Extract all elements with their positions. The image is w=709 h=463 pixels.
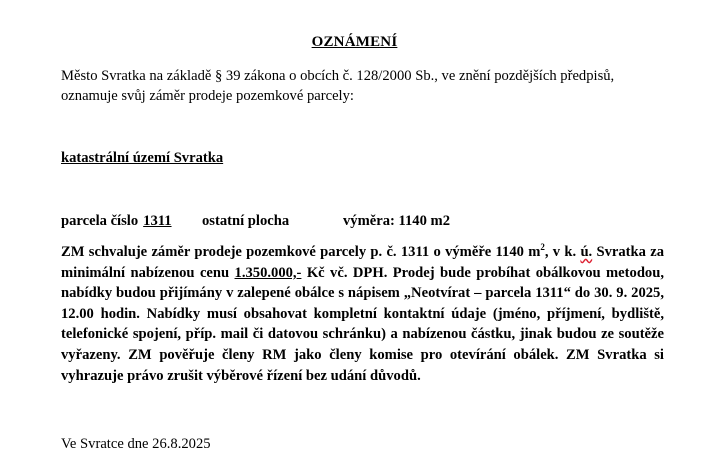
resolution-paragraph xyxy=(61,242,664,386)
resolution-text-1: ZM schvaluje záměr prodeje pozemkové parcely p. č. 1311 o výměře 1140 m xyxy=(61,244,541,260)
cadastral-area-heading: katastrální území Svratka xyxy=(61,150,224,166)
intro-paragraph: Město Svratka na základě § 39 zákona o obcích č. 128/2000 Sb., ve znění pozdějších předpisů, oznamuje svůj záměr prodeje pozemkové parcely: xyxy=(61,68,615,104)
parcel-line xyxy=(61,213,450,230)
minimum-price: 1.350.000,- xyxy=(234,264,302,281)
parcel-type: ostatní plocha xyxy=(202,213,290,229)
area-unit-superscript: 2 xyxy=(540,242,545,253)
resolution-text-2: , v k. xyxy=(544,244,581,260)
resolution-text-4: Kč vč. DPH. Prodej bude probíhat obálkovou metodou, nabídky budou přijímány v zalepené obálce s nápisem „Neotvírat – parcela 1311“ do 30. 9. 2025, 12.00 hodin. Nabídky musí obsahovat kompletní kontaktní údaje (jméno, příjmení, bydliště, telefonické spojení, příp. mail či datovou schránku) a nabízenou částku, jinak budou ze soutěže vyřazeny. ZM pověřuje členy RM jako členy komise pro otevírání obálek. ZM Svratka si vyhrazuje právo zrušit výběrové řízení bez udání důvodů. xyxy=(61,264,664,384)
resolution-text-3: Svratka za minimální nabízenou cenu xyxy=(61,244,664,281)
place-date: Ve Svratce dne 26.8.2025 xyxy=(61,436,211,452)
cadastral-abbrev: ú. xyxy=(580,244,593,260)
page-title: OZNÁMENÍ xyxy=(311,34,398,50)
parcel-area: výměra: 1140 m2 xyxy=(343,213,450,229)
parcel-label: parcela číslo xyxy=(61,213,139,229)
parcel-number: 1311 xyxy=(143,213,172,229)
